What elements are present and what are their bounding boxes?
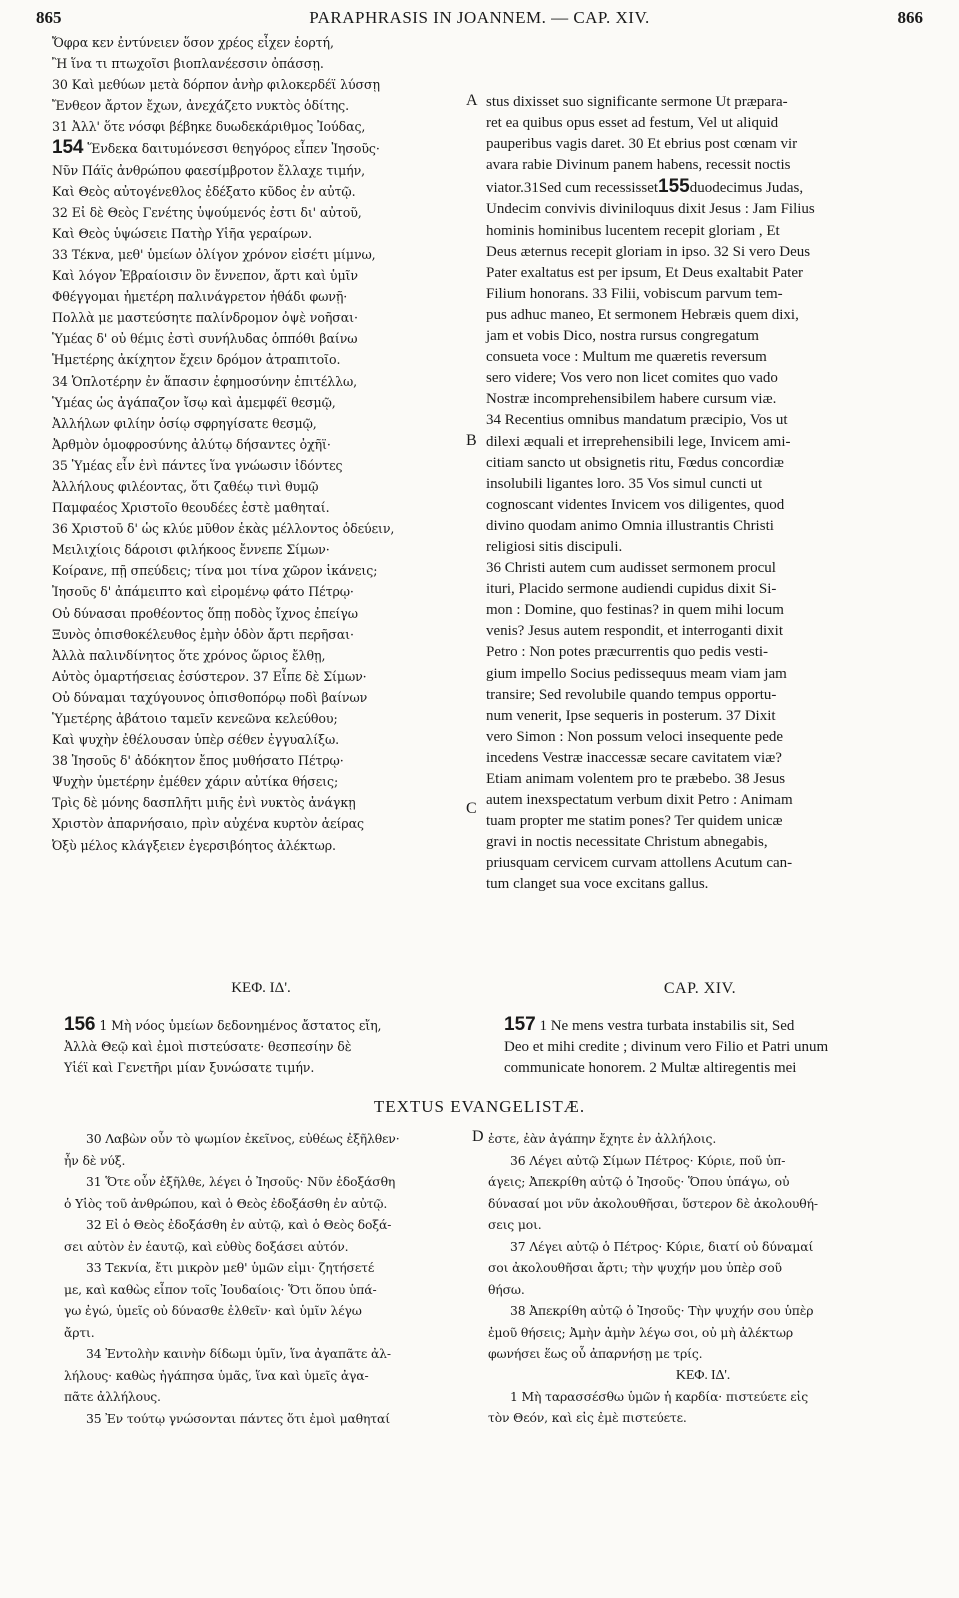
- latin-line-text: viator.31Sed cum recessisset: [486, 180, 659, 197]
- latin-text-line: ret ea quibus opus esset ad festum, Vel ut aliquid: [486, 115, 779, 132]
- greek-verse-line: 38 Ἰησοῦς δ' ἀδόκητον ἔπος μυθήσατο Πέτρῳ·: [52, 753, 344, 769]
- latin-text-line: autem inexspectatum verbum dixit Petro : Animam: [486, 792, 793, 809]
- textus-line: πᾶτε ἀλλήλους.: [64, 1389, 161, 1404]
- greek-verse-line: Ὑμετέρης ἀβάτοιο ταμεῖν κενεῶνα κελεύθου;: [52, 711, 338, 726]
- latin-text-line: tuam propter me statim pones? Ter quidem unicæ: [486, 813, 783, 830]
- latin-text-line: jam et vobis Dico, nostra rursus congregatum: [486, 328, 759, 345]
- latin-text-line: pus adhuc maneo, Et sermonem Hebræis quem dixi,: [486, 306, 799, 323]
- greek-verse-line: Χριστὸν ἀπαρνήσαιο, πρὶν αὐχένα κυρτὸν ἀείρας: [52, 816, 364, 832]
- latin-text-line: vero Simon : Non possum veloci insequente pede: [486, 728, 784, 745]
- latin-text-line: dilexi æquali et irreprehensibili lege, Invicem ami-: [486, 433, 791, 450]
- greek-verse-line: 34 Ὁπλοτέρην ἐν ἅπασιν ἐφημοσύνην ἐπιτέλλω,: [52, 373, 358, 389]
- textus-line: 37 Λέγει αὐτῷ ὁ Πέτρος· Κύριε, διατί οὐ δύναμαί: [510, 1238, 814, 1254]
- textus-line: άγεις; Ἀπεκρίθη αὐτῷ ὁ Ἰησοῦς· Ὅπου ὑπάγω, οὐ: [488, 1174, 790, 1189]
- textus-line: 35 Ἐν τούτῳ γνώσονται πάντες ὅτι ἐμοὶ μαθηταί: [86, 1410, 390, 1426]
- greek-verse-line: Ἀρθμὸν ὁμοφροσύνης ἀλύτῳ δήσαντες ὀχῆϊ·: [52, 436, 331, 452]
- greek-verse-line: 32 Εἰ δὲ Θεὸς Γενέτης ὑψούμενός ἐστι δι' αὐτοῦ,: [52, 204, 362, 220]
- greek-verse-line: Ψυχὴν ὑμετέρην ἐμέθεν χάριν αὐτίκα θήσεις;: [52, 774, 339, 790]
- latin-text-line: Etiam animam volentem pro te præbebo. 38 Jesus: [486, 771, 786, 787]
- running-title: PARAPHRASIS IN JOANNEM. — CAP. XIV.: [309, 8, 650, 27]
- textus-line: γω ἐγώ, ὑμεῖς οὐ δύνασθε ἐλθεῖν· καὶ ὑμῖν λέγω: [64, 1303, 362, 1318]
- greek-line-156: [64, 1014, 470, 1036]
- margin-letter-b: B: [466, 432, 477, 449]
- latin-text-line: religiosi sitis discipuli.: [486, 538, 623, 555]
- latin-text-line: 34 Recentius omnibus mandatum præcipio, Vos ut: [486, 412, 788, 429]
- latin-text-line: transire; Sed revolubile quando tempus opportu-: [486, 686, 777, 703]
- latin-text-line: stus dixisset suo significante sermone Ut præpara-: [486, 94, 788, 110]
- margin-letter-a: A: [466, 92, 478, 109]
- latin-text-line: gium impello Socius pedissequus meam viam jam: [486, 665, 787, 682]
- greek-verse-line: Φθέγγομαι ἡμετέρη παλινάγρετον ἠθάδι φωνῇ·: [52, 289, 348, 305]
- textus-line: σει αὐτὸν ἐν ἑαυτῷ, καὶ εὐθὺς δοξάσει αὐτόν.: [64, 1238, 349, 1254]
- textus-line: τὸν Θεόν, καὶ εἰς ἐμὲ πιστεύετε.: [488, 1410, 687, 1425]
- greek-verse-line: Καὶ Θεὸς αὐτογένεθλος ἐδέξατο κῦδος ἐν αὐτῷ.: [52, 183, 356, 199]
- textus-line: ἐμοῦ θήσεις; Ἀμὴν ἀμὴν λέγω σοι, οὐ μὴ ἀλέκτωρ: [488, 1324, 793, 1340]
- latin-text-line: num venerit, Ipse sequeris in posterum. 37 Dixit: [486, 707, 776, 724]
- latin-text-line: mon : Domine, quo festinas? in quem mihi locum: [486, 602, 784, 619]
- textus-line: σεις μοι.: [488, 1217, 542, 1232]
- greek-verse-line: Ἀλλὰ Θεῷ καὶ ἐμοὶ πιστεύσατε· θεσπεσίην δὲ: [64, 1039, 352, 1055]
- textus-line: 30 Λαβὼν οὖν τὸ ψωμίον ἐκεῖνος, εὐθέως ἐξῆλθεν·: [86, 1131, 400, 1146]
- latin-text-line: Deo et mihi credite ; divinum vero Filio et Patri unum: [504, 1039, 829, 1056]
- textus-line: 33 Τεκνία, ἔτι μικρὸν μεθ' ὑμῶν εἰμι· ζητήσετέ: [86, 1260, 375, 1275]
- greek-verse-line: Κοίρανε, πῇ σπεύδεις; τίνα μοι τίνα χῶρον ἱκάνεις;: [52, 563, 378, 579]
- running-header: [36, 8, 923, 32]
- latin-line-text: duodecimus Judas,: [689, 180, 804, 197]
- latin-translation-column: [486, 92, 914, 962]
- textus-chapter-heading: ΚΕΦ. ΙΔ'.: [675, 1367, 731, 1383]
- textus-line: 31 Ὅτε οὖν ἐξῆλθε, λέγει ὁ Ἰησοῦς· Νῦν ἐδοξάσθη: [86, 1174, 396, 1189]
- greek-verse-line: Νῦν Πάϊς ἀνθρώπου φαεσίμβροτον ἔλλαχε τιμήν,: [52, 162, 366, 178]
- greek-line-text: Ἕνδεκα δαιτυμόνεσσι θεηγόρος εἶπεν Ἰησοῦς·: [87, 141, 380, 157]
- latin-text-line: priusquam cervicem curvam attollens Acutum can-: [486, 855, 793, 872]
- latin-text-line: Undecim convivis diviniloquus dixit Jesus : Jam Filius: [486, 201, 815, 218]
- greek-verse-line: Υἱέϊ καὶ Γενετῆρι μίαν ξυνώσατε τιμήν.: [64, 1060, 315, 1076]
- greek-chapter-heading: ΚΕΦ. ΙΔ'.: [231, 980, 291, 996]
- greek-verse-line: Ὑμέας δ' οὐ θέμις ἐστὶ συνήλυδας ὁππόθι βαίνω: [52, 331, 358, 347]
- latin-text-line: communicate honorem. 2 Multæ altiregentis mei: [504, 1060, 797, 1077]
- latin-chapter-opening: [504, 1014, 914, 1084]
- latin-text-line: Filium honorans. 33 Filii, vobiscum parvum tem-: [486, 285, 783, 302]
- greek-verse-line: Ἀλλήλους φιλέοντας, ὅτι ζαθέῳ τινὶ θυμῷ: [52, 478, 319, 494]
- greek-verse-line: Ἡμετέρης ἀκίχητον ἔχειν δρόμον ἀτραπιτοῖο.: [52, 352, 341, 368]
- textus-line: ὁ Υἱὸς τοῦ ἀνθρώπου, καὶ ὁ Θεὸς ἐδοξάσθη ἐν αὐτῷ.: [64, 1195, 388, 1211]
- textus-line: δύνασαί μοι νῦν ἀκολουθῆσαι, ὕστερον δὲ ἀκολουθή-: [488, 1195, 818, 1211]
- greek-verse-line: Καὶ Θεὸς ὑψώσειε Πατὴρ Υἱῆα γεραίρων.: [52, 225, 312, 241]
- greek-verse-line: Παμφαέος Χριστοῖο θεουδέες ἐστὲ μαθηταί.: [52, 500, 330, 516]
- latin-text-line: avara rabie Divinum panem habens, recessit noctis: [486, 157, 791, 174]
- greek-verse-line: Οὐ δύναμαι ταχύγουνος ὀπισθοπόρῳ ποδὶ βαίνων: [52, 689, 368, 705]
- latin-text-line: incedens Vestræ inaccessæ secare cavitatem viæ?: [486, 749, 782, 766]
- greek-verse-line: 31 Ἀλλ' ὅτε νόσφι βέβηκε δυωδεκάριθμος Ἰούδας,: [52, 119, 366, 135]
- greek-chapter-opening: [64, 1014, 470, 1084]
- greek-verse-line: Μειλιχίοις δάροισι φιλήκοος ἔννεπε Σίμων·: [52, 542, 330, 558]
- textus-line: λήλους· καθὼς ἠγάπησα ὑμᾶς, ἵνα καὶ ὑμεῖς ἀγα-: [64, 1367, 369, 1383]
- latin-text-line: Petro : Non potes præcurrentis quo pedis vesti-: [486, 644, 769, 661]
- greek-line-154: [52, 137, 470, 159]
- greek-paraphrase-column: [52, 32, 470, 853]
- greek-verse-line: Καὶ ψυχὴν ἐθέλουσαν ὑπὲρ σέθεν ἐγγυαλίξω.: [52, 732, 340, 748]
- section-number-154: 154: [52, 137, 84, 159]
- margin-letter-c: C: [466, 800, 477, 817]
- textus-left-column: [64, 1128, 474, 1428]
- textus-line: 36 Λέγει αὐτῷ Σίμων Πέτρος· Κύριε, ποῦ ὑπ-: [510, 1152, 786, 1168]
- latin-text-line: pauperibus vagis daret. 30 Et ebrius post cœnam vir: [486, 136, 798, 153]
- greek-verse-line: Ξυνὸς ὀπισθοκέλευθος ἐμὴν ὁδὸν ἄρτι περῆσαι·: [52, 626, 354, 642]
- textus-line: 32 Εἰ ὁ Θεὸς ἐδοξάσθη ἐν αὐτῷ, καὶ ὁ Θεὸς δοξά-: [86, 1217, 392, 1232]
- latin-text-line: venis? Jesus autem respondit, et interroganti dixit: [486, 623, 784, 640]
- greek-verse-line: Ἀλλήλων φιλίην ὁσίῳ σφρηγίσατε θεσμῷ,: [52, 415, 317, 431]
- latin-text-line: divino quodam animo Omnia illustrantis Christi: [486, 517, 774, 534]
- greek-verse-line: Ἀλλὰ παλινδίνητος ὅτε χρόνος ὥριος ἔλθῃ,: [52, 647, 326, 663]
- greek-line-text: 1 Μὴ νόος ὑμείων δεδονημένος ἄστατος εἴη,: [99, 1018, 382, 1033]
- greek-verse-line: 35 Ὑμέας εἶν ἑνὶ πάντες ἵνα γνώωσιν ἰδόντες: [52, 457, 343, 473]
- latin-text-line: ituri, Placido sermone audiendi cupidus dixit Si-: [486, 581, 777, 598]
- greek-verse-line: 36 Χριστοῦ δ' ὡς κλύε μῦθον ἑκὰς μέλλοντος ὁδεύειν,: [52, 521, 395, 537]
- greek-verse-line: 33 Τέκνα, μεθ' ὑμείων ὀλίγον χρόνον εἰσέτι μίμνω,: [52, 246, 376, 262]
- greek-verse-line: Καὶ λόγον Ἑβραίοισιν ὃν ἔννεπον, ἄρτι καὶ ὑμῖν: [52, 268, 358, 284]
- textus-line: 1 Μὴ ταρασσέσθω ὑμῶν ἡ καρδία· πιστεύετε εἰς: [510, 1388, 809, 1404]
- latin-text-line: tum clanget sua voce excitans gallus.: [486, 876, 709, 893]
- greek-verse-line: Πολλὰ με μαστεύσητε παλίνδρομον ὀψὲ νοῆσαι·: [52, 310, 358, 326]
- latin-text-line: Pater exaltatus est per ipsum, Et Deus exaltabit Pater: [486, 264, 803, 281]
- greek-verse-line: Οὐ δύνασαι προθέοντος ὅπῃ ποδὸς ἴχνος ἐπείγω: [52, 605, 358, 621]
- greek-verse-line: Αὐτὸς ὁμαρτήσειας ἐσύστερον. 37 Εἶπε δὲ Σίμων·: [52, 668, 367, 684]
- textus-line: 34 Ἐντολὴν καινὴν δίδωμι ὑμῖν, ἵνα ἀγαπᾶτε ἀλ-: [86, 1346, 391, 1361]
- latin-text-line: cognoscant videntes Invicem vos diligentes, quod: [486, 496, 785, 513]
- greek-verse-line: Ὑμέας ὡς ἀγάπαζον ἴσῳ καὶ ἀμεμφέϊ θεσμῷ,: [52, 394, 336, 410]
- latin-line-155: [486, 176, 914, 199]
- right-page-number: 866: [897, 8, 923, 27]
- latin-line-157: [504, 1014, 914, 1037]
- greek-verse-line: Τρὶς δὲ μόνης δασπλῆτι μιῆς ἐνὶ νυκτὸς ἀνάγκῃ: [52, 795, 356, 811]
- greek-verse-line: Ἰησοῦς δ' ἀπάμειπτο καὶ εἰρομένῳ φάτο Πέτρῳ·: [52, 584, 354, 600]
- textus-line: 38 Ἀπεκρίθη αὐτῷ ὁ Ἰησοῦς· Τὴν ψυχήν σου ὑπὲρ: [510, 1303, 814, 1318]
- greek-verse-line: Ἢ ἵνα τι πτωχοῖσι βιοπλανέεσσιν ὀπάσσῃ.: [52, 56, 324, 72]
- textus-line: σοι ἀκολουθῆσαι ἄρτι; τὴν ψυχήν μου ὑπὲρ σοῦ: [488, 1260, 782, 1275]
- textus-line: με, καὶ καθὼς εἶπον τοῖς Ἰουδαίοις· Ὅτι ὅπου ὑπά-: [64, 1281, 377, 1297]
- latin-text-line: Deus æternus recepit gloriam in ipso. 32 Si vero Deus: [486, 243, 811, 260]
- textus-line: φωνήσει ἕως οὗ ἀπαρνήσῃ με τρίς.: [488, 1346, 703, 1361]
- section-number-157: 157: [504, 1014, 536, 1035]
- textus-line: ἦν δὲ νύξ.: [64, 1152, 126, 1168]
- latin-chapter-heading: CAP. XIV.: [663, 980, 737, 997]
- greek-verse-line: Ὀξὺ μέλος κλάγξειεν ἐγερσιβόητος ἀλέκτωρ.: [52, 837, 336, 853]
- section-number-155: 155: [658, 176, 690, 198]
- latin-text-line: gravi in noctis necessitate Christum abnegabis,: [486, 834, 768, 851]
- textus-line: ἄρτι.: [64, 1324, 95, 1340]
- textus-title: TEXTUS EVANGELISTÆ.: [373, 1097, 586, 1116]
- greek-verse-line: Ὄφρα κεν ἐντύνειεν ὅσον χρέος εἶχεν ἑορτή,: [52, 35, 334, 50]
- textus-line: ἐστε, ἐὰν ἀγάπην ἔχητε ἐν ἀλλήλοις.: [488, 1131, 717, 1146]
- section-number-156: 156: [64, 1014, 96, 1035]
- latin-text-line: consueta voce : Multum me quæretis reversum: [486, 349, 767, 366]
- greek-verse-line: 30 Καὶ μεθύων μετὰ δόρπον ἀνὴρ φιλοκερδέϊ λύσσῃ: [52, 77, 380, 93]
- margin-letter-d: D: [472, 1128, 484, 1145]
- latin-line-text: 1 Ne mens vestra turbata instabilis sit, Sed: [539, 1018, 795, 1034]
- left-page-number: 865: [36, 8, 62, 27]
- textus-right-column: [488, 1128, 918, 1438]
- latin-text-line: sero videre; Vos vero non licet comites quo vado: [486, 370, 778, 387]
- latin-text-line: Nostræ incomprehensibilem habere cursum viæ.: [486, 391, 777, 408]
- latin-text-line: hominis hominibus lucentem recepit gloriam , Et: [486, 222, 780, 239]
- latin-text-line: citiam sancto ut obsignetis ritu, Fœdus concordiæ: [486, 454, 784, 471]
- latin-text-line: 36 Christi autem cum audisset sermonem procul: [486, 560, 776, 577]
- latin-text-line: insolubili ligantes loro. 35 Vos simul cuncti ut: [486, 475, 763, 492]
- textus-line: θήσω.: [488, 1281, 525, 1297]
- greek-verse-line: Ἔνθεον ἄρτον ἔχων, ἀνεχάζετο νυκτὸς ὁδίτης.: [52, 98, 350, 114]
